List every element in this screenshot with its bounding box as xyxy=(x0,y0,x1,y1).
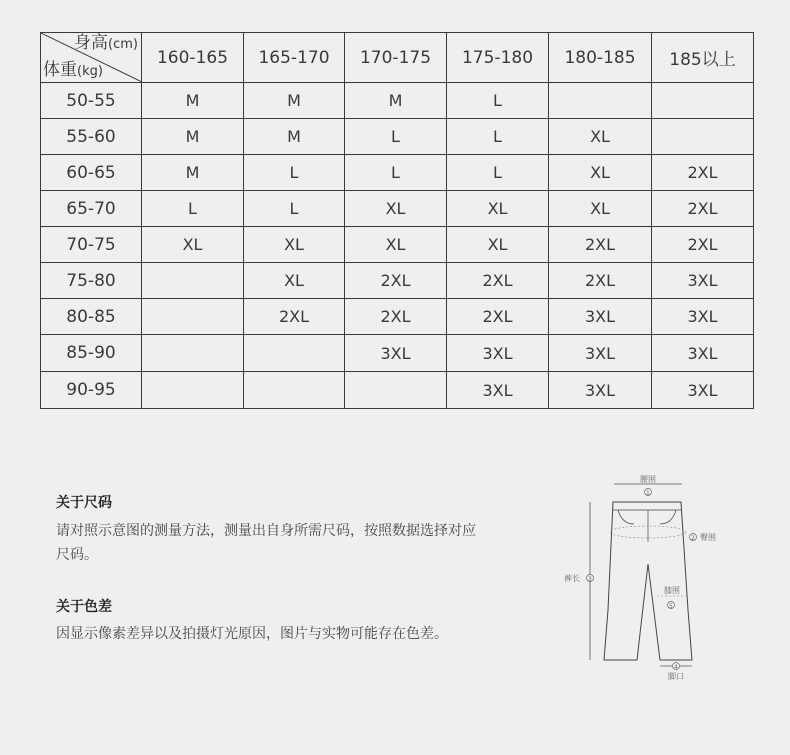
length-label: 裤长 xyxy=(564,574,580,583)
table-header-row xyxy=(41,33,754,83)
size-cell xyxy=(142,372,244,409)
size-cell: XL xyxy=(244,227,345,263)
size-chart-table xyxy=(40,32,754,409)
marker-5-number: 5 xyxy=(669,603,673,610)
right-pocket xyxy=(660,510,676,524)
size-cell xyxy=(652,83,754,119)
size-cell: XL xyxy=(549,119,652,155)
size-cell: 2XL xyxy=(652,155,754,191)
size-cell: M xyxy=(142,119,244,155)
size-cell: 3XL xyxy=(652,299,754,335)
weight-range-cell: 85-90 xyxy=(41,335,142,372)
size-cell: M xyxy=(142,155,244,191)
size-cell xyxy=(244,372,345,409)
weight-range-cell: 75-80 xyxy=(41,263,142,299)
size-cell: XL xyxy=(142,227,244,263)
size-cell: XL xyxy=(345,227,447,263)
table-row xyxy=(41,299,754,335)
size-cell: 3XL xyxy=(447,335,549,372)
size-cell: L xyxy=(447,119,549,155)
weight-range-cell: 80-85 xyxy=(41,299,142,335)
size-cell: 2XL xyxy=(652,191,754,227)
height-column-header: 160-165 xyxy=(142,33,244,83)
hip-label: 臀围 xyxy=(700,533,716,542)
height-axis-label: 身高(cm) xyxy=(74,33,138,53)
size-cell: 2XL xyxy=(244,299,345,335)
weight-range-cell: 60-65 xyxy=(41,155,142,191)
size-cell: 2XL xyxy=(345,263,447,299)
size-cell: XL xyxy=(447,227,549,263)
size-cell: 3XL xyxy=(549,372,652,409)
size-cell: M xyxy=(244,119,345,155)
left-pocket xyxy=(618,510,634,524)
size-cell: M xyxy=(244,83,345,119)
size-cell: 3XL xyxy=(549,299,652,335)
size-cell: XL xyxy=(549,191,652,227)
size-cell xyxy=(142,299,244,335)
table-row xyxy=(41,227,754,263)
size-cell: XL xyxy=(549,155,652,191)
size-cell xyxy=(652,119,754,155)
height-column-header: 165-170 xyxy=(244,33,345,83)
size-cell xyxy=(549,83,652,119)
size-cell: L xyxy=(142,191,244,227)
size-cell xyxy=(142,335,244,372)
height-column-header: 170-175 xyxy=(345,33,447,83)
size-cell: L xyxy=(244,155,345,191)
size-cell: XL xyxy=(447,191,549,227)
size-cell: 3XL xyxy=(652,263,754,299)
size-cell: XL xyxy=(244,263,345,299)
size-cell: 3XL xyxy=(652,372,754,409)
weight-range-cell: 90-95 xyxy=(41,372,142,409)
weight-axis-label: 体重(kg) xyxy=(43,60,103,80)
height-column-header: 175-180 xyxy=(447,33,549,83)
table-row xyxy=(41,372,754,409)
table-row xyxy=(41,155,754,191)
knee-label: 膝围 xyxy=(664,586,680,595)
weight-range-cell: 70-75 xyxy=(41,227,142,263)
size-cell: 3XL xyxy=(549,335,652,372)
size-cell: L xyxy=(345,155,447,191)
size-cell: M xyxy=(142,83,244,119)
table-row xyxy=(41,263,754,299)
size-cell: 3XL xyxy=(652,335,754,372)
pants-measurement-diagram xyxy=(560,472,740,687)
size-cell xyxy=(345,372,447,409)
weight-range-cell: 65-70 xyxy=(41,191,142,227)
hem-label: 脚口 xyxy=(668,672,684,681)
size-note-text: 请对照示意图的测量方法，测量出自身所需尺码，按照数据选择对应尺码。 xyxy=(56,523,476,563)
size-cell: 3XL xyxy=(447,372,549,409)
size-cell: L xyxy=(447,155,549,191)
table-corner-cell xyxy=(41,33,142,83)
size-cell: 2XL xyxy=(652,227,754,263)
size-cell: 2XL xyxy=(345,299,447,335)
table-row xyxy=(41,119,754,155)
size-cell xyxy=(244,335,345,372)
weight-range-cell: 50-55 xyxy=(41,83,142,119)
size-cell: 3XL xyxy=(345,335,447,372)
marker-2-number: 2 xyxy=(691,535,695,542)
waist-label: 腰围 xyxy=(640,475,656,484)
size-cell: 2XL xyxy=(549,227,652,263)
size-cell: L xyxy=(447,83,549,119)
height-column-header: 180-185 xyxy=(549,33,652,83)
marker-1-number: 1 xyxy=(646,490,650,497)
size-cell: M xyxy=(345,83,447,119)
height-column-header: 185以上 xyxy=(652,33,754,83)
table-row xyxy=(41,335,754,372)
color-note-text: 因显示像素差异以及拍摄灯光原因，图片与实物可能存在色差。 xyxy=(56,626,448,642)
color-note-title: 关于色差 xyxy=(56,599,112,615)
size-cell: 2XL xyxy=(549,263,652,299)
size-cell: L xyxy=(345,119,447,155)
size-cell: XL xyxy=(345,191,447,227)
marker-3-number: 3 xyxy=(588,576,592,583)
size-cell: 2XL xyxy=(447,263,549,299)
marker-4-number: 4 xyxy=(674,664,678,671)
table-row xyxy=(41,191,754,227)
size-cell: 2XL xyxy=(447,299,549,335)
weight-range-cell: 55-60 xyxy=(41,119,142,155)
table-row xyxy=(41,83,754,119)
size-cell xyxy=(142,263,244,299)
size-note-title: 关于尺码 xyxy=(56,495,112,511)
size-cell: L xyxy=(244,191,345,227)
